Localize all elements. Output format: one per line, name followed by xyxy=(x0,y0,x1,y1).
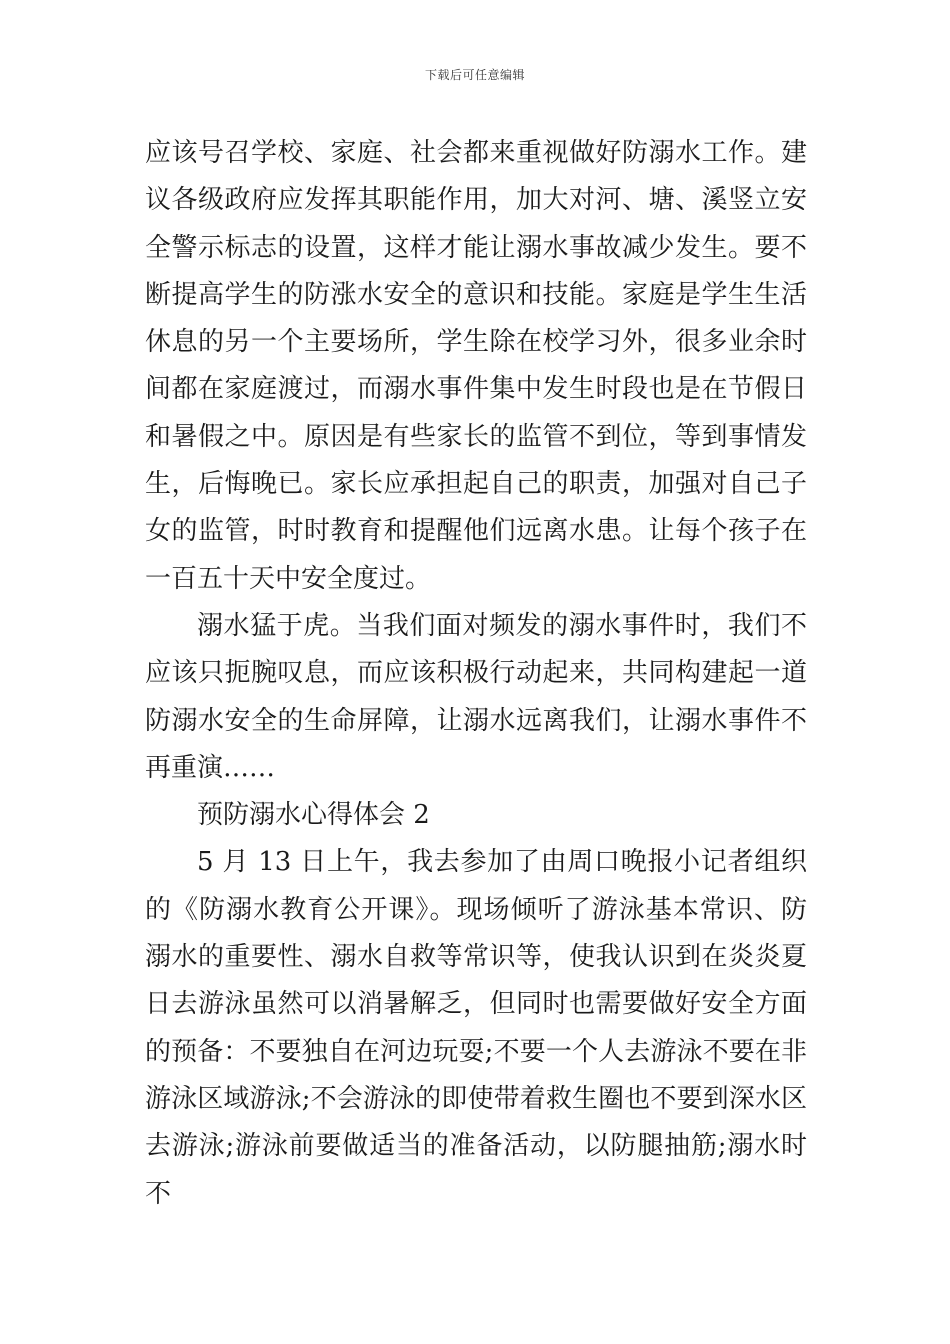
section-title: 预防溺水心得体会 2 xyxy=(197,800,430,831)
paragraph-continuation: 应该号召学校、家庭、社会都来重视做好防溺水工作。建议各级政府应发挥其职能作用，加大对河、塘、溪竖立安全警示标志的设置，这样才能让溺水事故减少发生。要不断提高学生的防涨水安全的意识和技能。家庭是学生生活休息的另一个主要场所，学生除在校学习外，很多业余时间都在家庭渡过，而溺水事件集中发生时段也是在节假日和暑假之中。原因是有些家长的监管不到位，等到事情发生，后悔晚已。家长应承担起自己的职责，加强对自己子女的监管，时时教育和提醒他们远离水患。让每个孩子在一百五十天中安全度过。 xyxy=(145,138,807,594)
paragraph-lecture: 5 月 13 日上午，我去参加了由周口晚报小记者组织的《防溺水教育公开课》。现场倾听了游泳基本常识、防溺水的重要性、溺水自救等常识等，使我认识到在炎炎夏日去游泳虽然可以消暑解乏，但同时也需要做好安全方面的预备：不要独自在河边玩耍;不要一个人去游泳不要在非游泳区域游泳;不会游泳的即使带着救生圈也不要到深水区去游泳;游泳前要做适当的准备活动，以防腿抽筋;溺水时不 xyxy=(145,847,807,1209)
document-body xyxy=(145,130,807,1218)
paragraph-conclusion: 溺水猛于虎。当我们面对频发的溺水事件时，我们不应该只扼腕叹息，而应该积极行动起来，共同构建起一道防溺水安全的生命屏障，让溺水远离我们，让溺水事件不再重演…… xyxy=(145,610,807,783)
page-header-note: 下载后可任意编辑 xyxy=(424,68,525,82)
